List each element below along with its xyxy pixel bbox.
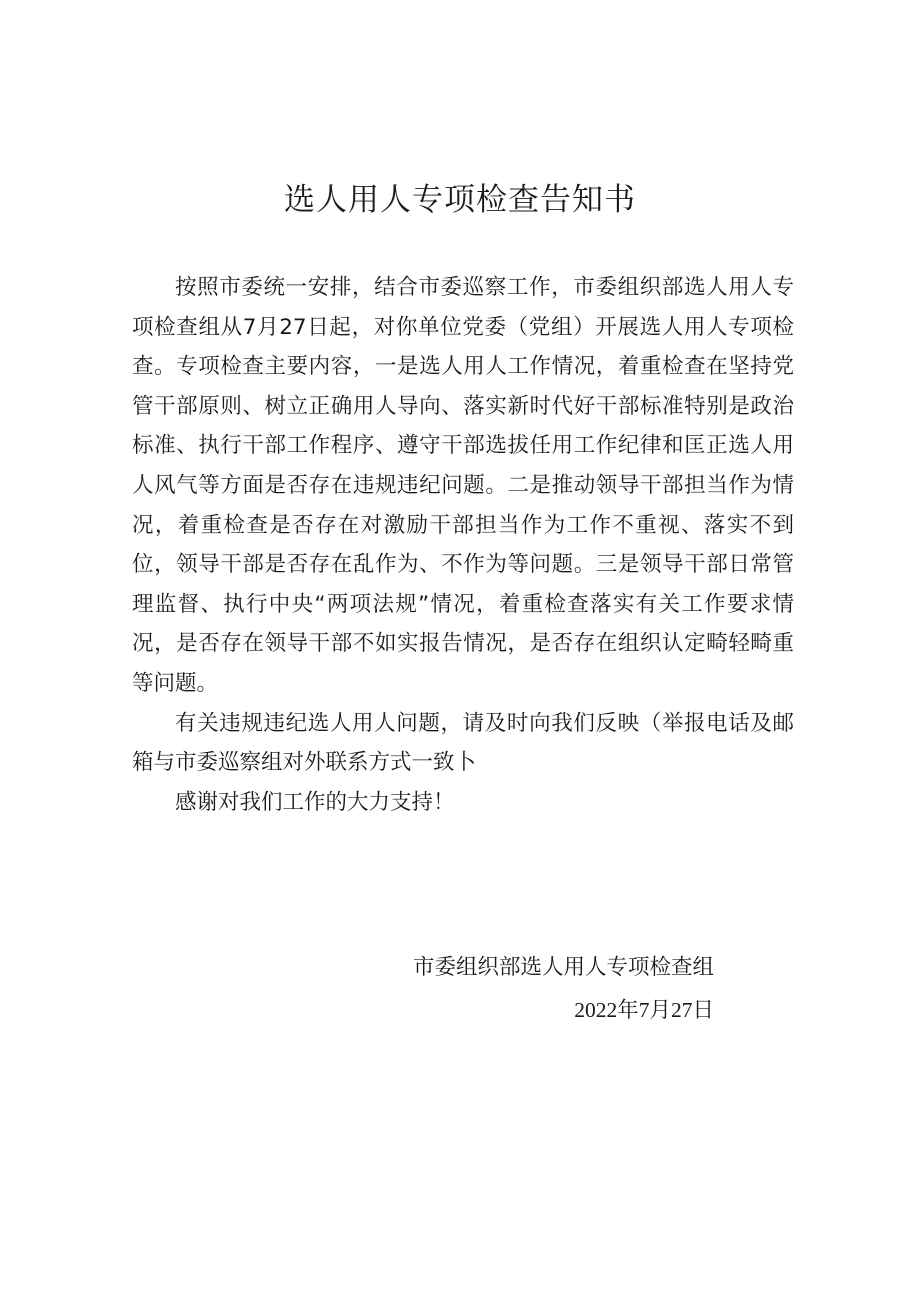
paragraph-thanks: 感谢对我们工作的大力支持！ bbox=[175, 789, 455, 815]
signature-date: 2022年7月27日 bbox=[574, 998, 714, 1022]
paragraph-inspection-content: 按照市委统一安排，结合市委巡察工作，市委组织部选人用人专项检查组从7月27日起，对你单位党委（党组）开展选人用人专项检查。专项检查主要内容，一是选人用人工作情况，着重检查在坚持党管干部原则、树立正确用人导向、落实新时代好干部标准特别是政治标准、执行干部工作程序、遵守干部选拔任用工作纪律和匡正选人用人风气等方面是否存在违规违纪问题。二是推动领导干部担当作为情况，着重检查是否存在对激励干部担当作为工作不重视、落实不到位，领导干部是否存在乱作为、不作为等问题。三是领导干部日常管理监督、执行中央“两项法规”情况，着重检查落实有关工作要求情况，是否存在领导干部不如实报告情况，是否存在组织认定畸轻畸重等问题。 bbox=[132, 275, 794, 696]
signature-block bbox=[413, 946, 714, 1032]
signature-organization: 市委组织部选人用人专项检查组 bbox=[412, 955, 714, 980]
paragraph-report-contact: 有关违规违纪选人用人问题，请及时向我们反映（举报电话及邮箱与市委巡察组对外联系方式一致卜 bbox=[132, 710, 794, 776]
document-body bbox=[132, 268, 794, 822]
document-title: 选人用人专项检查告知书 bbox=[284, 182, 636, 218]
